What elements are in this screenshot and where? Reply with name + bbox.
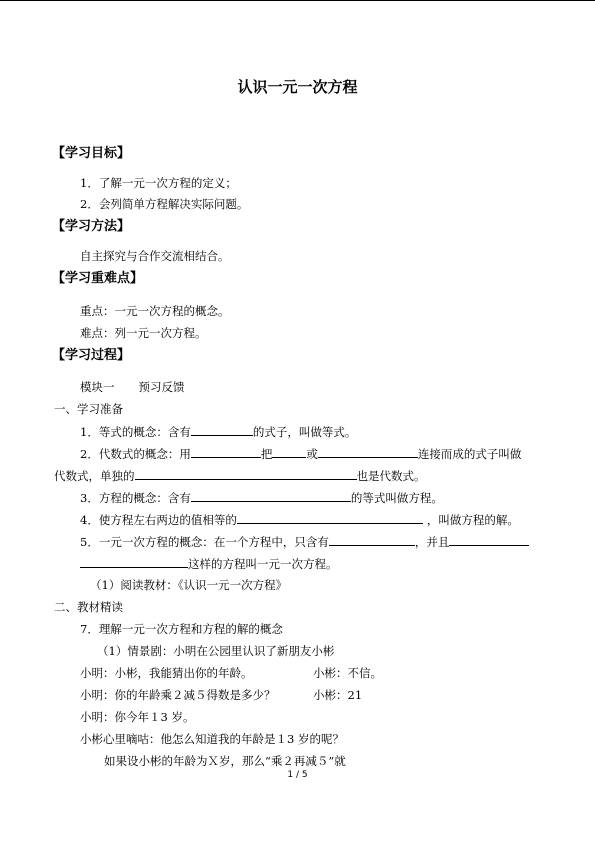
answer-blank[interactable] bbox=[191, 446, 261, 458]
part2-title: 二、教材精读 bbox=[54, 600, 123, 614]
answer-blank[interactable] bbox=[318, 446, 418, 458]
question-7: 7．理解一元一次方程和方程的解的概念 bbox=[80, 622, 283, 636]
question-3: 3．方程的概念：含有 的等式叫做方程。 bbox=[80, 491, 443, 505]
reading-instruction: （1）阅读教材：《认识一元一次方程》 bbox=[90, 578, 288, 592]
module-title: 预习反馈 bbox=[138, 380, 185, 394]
section-heading-key-points: 【学习重难点】 bbox=[52, 271, 144, 286]
question-2-line-2: 代数式，单独的 也是代数式。 bbox=[54, 469, 426, 483]
top-border bbox=[0, 0, 595, 1]
section-heading-goals: 【学习目标】 bbox=[52, 146, 131, 161]
answer-blank[interactable] bbox=[272, 446, 306, 458]
question-5-line-1: 5．一元一次方程的概念：在一个方程中，只含有 ，并且 bbox=[80, 534, 529, 549]
answer-blank[interactable] bbox=[449, 534, 529, 546]
question-2-line-1: 2．代数式的概念：用 把 或 连接而成的式子叫做 bbox=[80, 447, 522, 461]
goal-item-1: 1．了解一元一次方程的定义； bbox=[80, 176, 237, 190]
goal-item-2: 2．会列简单方程解决实际问题。 bbox=[80, 197, 249, 211]
question-1: 1．等式的概念：含有 的式子，叫做等式。 bbox=[80, 425, 357, 439]
dialogue-line-2-left: 小明：你的年龄乘２减５得数是多少？ bbox=[80, 688, 276, 702]
module-name: 模块一 bbox=[80, 380, 115, 394]
scene-intro: （1）情景剧：小明在公园里认识了新朋友小彬 bbox=[97, 644, 335, 658]
dialogue-line-1-right: 小彬：不信。 bbox=[313, 666, 382, 680]
answer-blank[interactable] bbox=[191, 424, 253, 436]
section-heading-process: 【学习过程】 bbox=[52, 348, 131, 363]
difficult-point: 难点：列一元一次方程。 bbox=[80, 326, 207, 340]
answer-blank[interactable] bbox=[237, 512, 423, 524]
dialogue-line-2-right: 小彬：21 bbox=[313, 688, 363, 702]
method-text: 自主探究与合作交流相结合。 bbox=[80, 249, 230, 263]
dialogue-line-4: 小彬心里嘀咕：他怎么知道我的年龄是１3 岁的呢？ bbox=[80, 732, 344, 746]
question-5-line-2: 这样的方程叫一元一次方程。 bbox=[80, 556, 338, 571]
answer-blank[interactable] bbox=[329, 534, 415, 546]
page-title: 认识一元一次方程 bbox=[237, 78, 358, 96]
dialogue-line-3: 小明：你今年１3 岁。 bbox=[80, 710, 195, 724]
dialogue-line-1-left: 小明：小彬，我能猜出你的年龄。 bbox=[80, 666, 253, 680]
question-4: 4．使方程左右两边的值相等的 ，叫做方程的解。 bbox=[80, 513, 519, 527]
module-label bbox=[80, 380, 185, 394]
dialogue-line-5: 如果设小彬的年龄为Ｘ岁，那么“乘２再减５”就 bbox=[104, 754, 346, 768]
page-number: 1 / 5 bbox=[287, 770, 308, 780]
answer-blank[interactable] bbox=[80, 556, 188, 568]
part1-title: 一、学习准备 bbox=[54, 402, 123, 416]
section-heading-method: 【学习方法】 bbox=[52, 219, 131, 234]
answer-blank[interactable] bbox=[135, 468, 357, 480]
answer-blank[interactable] bbox=[191, 490, 351, 502]
key-point: 重点：一元一次方程的概念。 bbox=[80, 304, 230, 318]
